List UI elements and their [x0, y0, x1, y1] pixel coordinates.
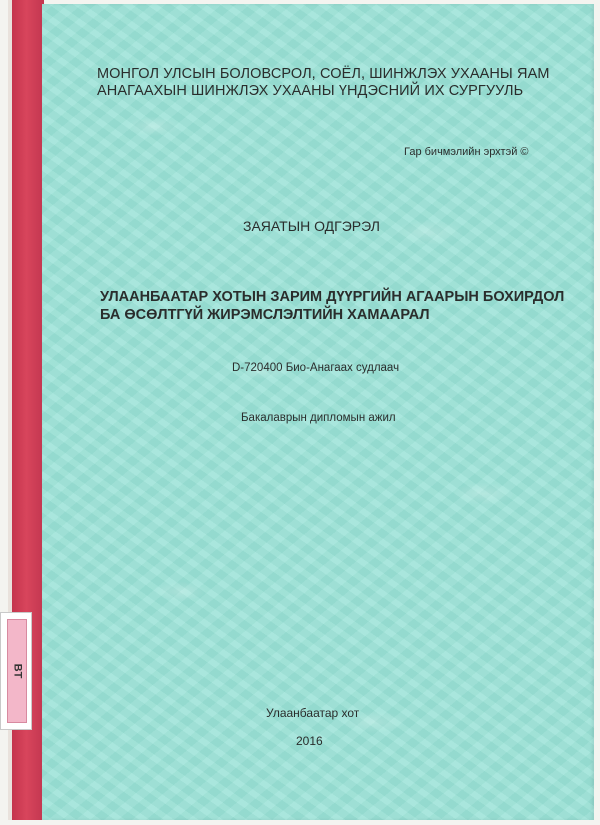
thesis-title-line-2: БА ӨСӨЛТГҮЙ ЖИРЭМСЛЭЛТИЙН ХАМААРАЛ	[100, 307, 430, 323]
program-code: D-720400 Био-Анагаах судлаач	[232, 362, 400, 374]
thesis-title-line-1: УЛААНБААТАР ХОТЫН ЗАРИМ ДҮҮРГИЙН АГААРЫН БОХИРДОЛ	[100, 289, 565, 305]
year: 2016	[296, 734, 323, 748]
author-name: ЗАЯАТЫН ОДГЭРЭЛ	[243, 218, 380, 234]
library-label	[0, 612, 32, 730]
library-label-strip	[7, 619, 27, 723]
city: Улаанбаатар хот	[266, 706, 360, 720]
copyright-note: Гар бичмэлийн эрхтэй ©	[404, 146, 529, 158]
degree-type: Бакалаврын дипломын ажил	[241, 412, 396, 424]
ministry-line-1: МОНГОЛ УЛСЫН БОЛОВСРОЛ, СОЁЛ, ШИНЖЛЭХ УХААНЫ ЯАМ	[97, 66, 550, 82]
university-line-2: АНАГААХЫН ШИНЖЛЭХ УХААНЫ ҮНДЭСНИЙ ИХ СУРГУУЛЬ	[97, 83, 524, 99]
library-label-text: BT	[10, 663, 23, 679]
